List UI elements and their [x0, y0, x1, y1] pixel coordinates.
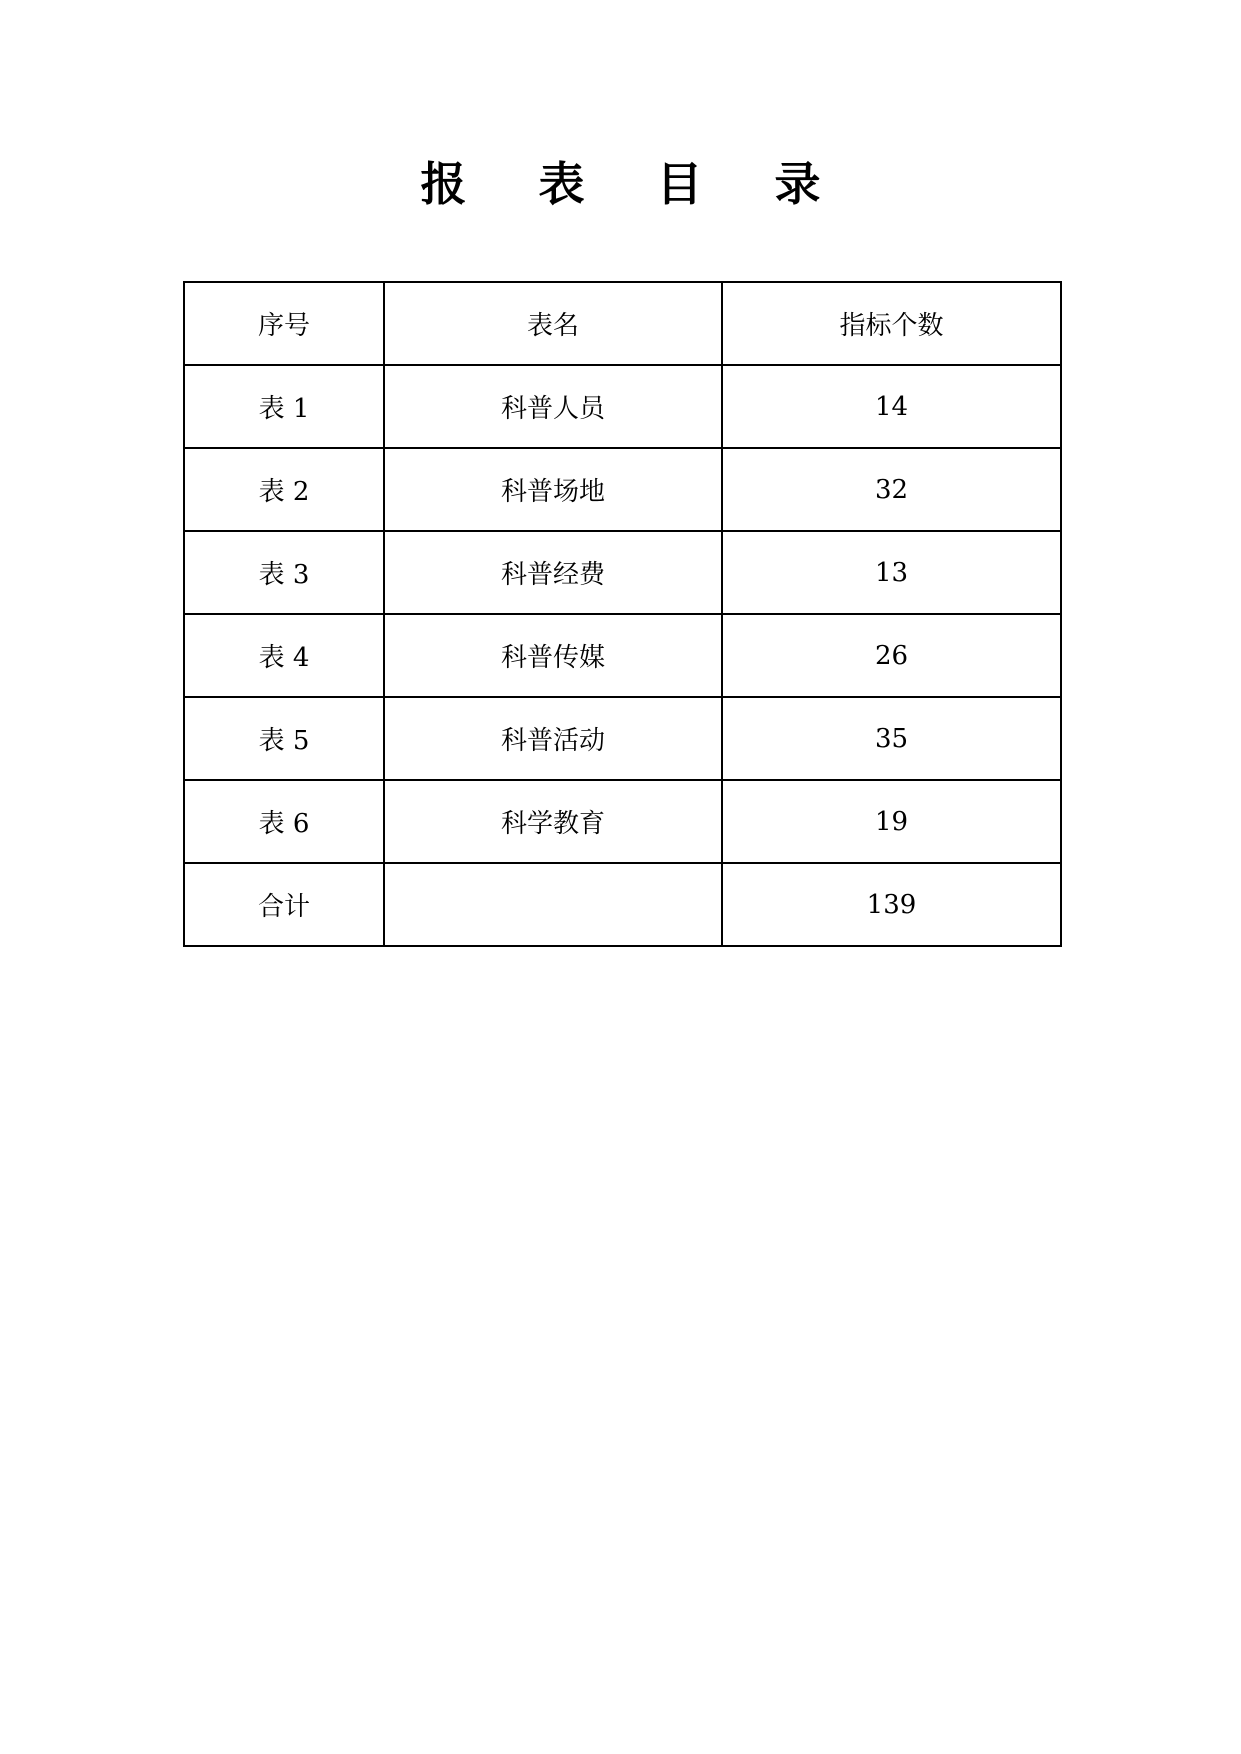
- table-row: [184, 448, 1061, 531]
- row-name-cell: 科学教育: [384, 780, 722, 863]
- column-header-count: 指标个数: [722, 282, 1061, 365]
- row-index-cell: 表 2: [184, 448, 384, 531]
- table-row: [184, 531, 1061, 614]
- row-name-cell: 科普经费: [384, 531, 722, 614]
- total-row: [184, 863, 1061, 946]
- table-row: [184, 697, 1061, 780]
- table-row: [184, 780, 1061, 863]
- table-row: [184, 614, 1061, 697]
- column-header-index: 序号: [184, 282, 384, 365]
- row-count-cell: 35: [722, 697, 1061, 780]
- row-index-cell: 表 3: [184, 531, 384, 614]
- table-header-row: [184, 282, 1061, 365]
- row-name-cell: 科普场地: [384, 448, 722, 531]
- page-title: 报 表 目 录: [420, 157, 849, 211]
- row-index-cell: 表 6: [184, 780, 384, 863]
- column-header-name: 表名: [384, 282, 722, 365]
- row-count-cell: 26: [722, 614, 1061, 697]
- row-name-cell: 科普活动: [384, 697, 722, 780]
- row-count-cell: 13: [722, 531, 1061, 614]
- total-name-cell: [384, 863, 722, 946]
- row-index-cell: 表 1: [184, 365, 384, 448]
- total-label-cell: 合计: [184, 863, 384, 946]
- row-count-cell: 19: [722, 780, 1061, 863]
- row-count-cell: 14: [722, 365, 1061, 448]
- row-index-cell: 表 5: [184, 697, 384, 780]
- row-name-cell: 科普传媒: [384, 614, 722, 697]
- table-row: [184, 365, 1061, 448]
- report-index-table: [183, 281, 1062, 947]
- row-name-cell: 科普人员: [384, 365, 722, 448]
- total-count-cell: 139: [722, 863, 1061, 946]
- row-count-cell: 32: [722, 448, 1061, 531]
- row-index-cell: 表 4: [184, 614, 384, 697]
